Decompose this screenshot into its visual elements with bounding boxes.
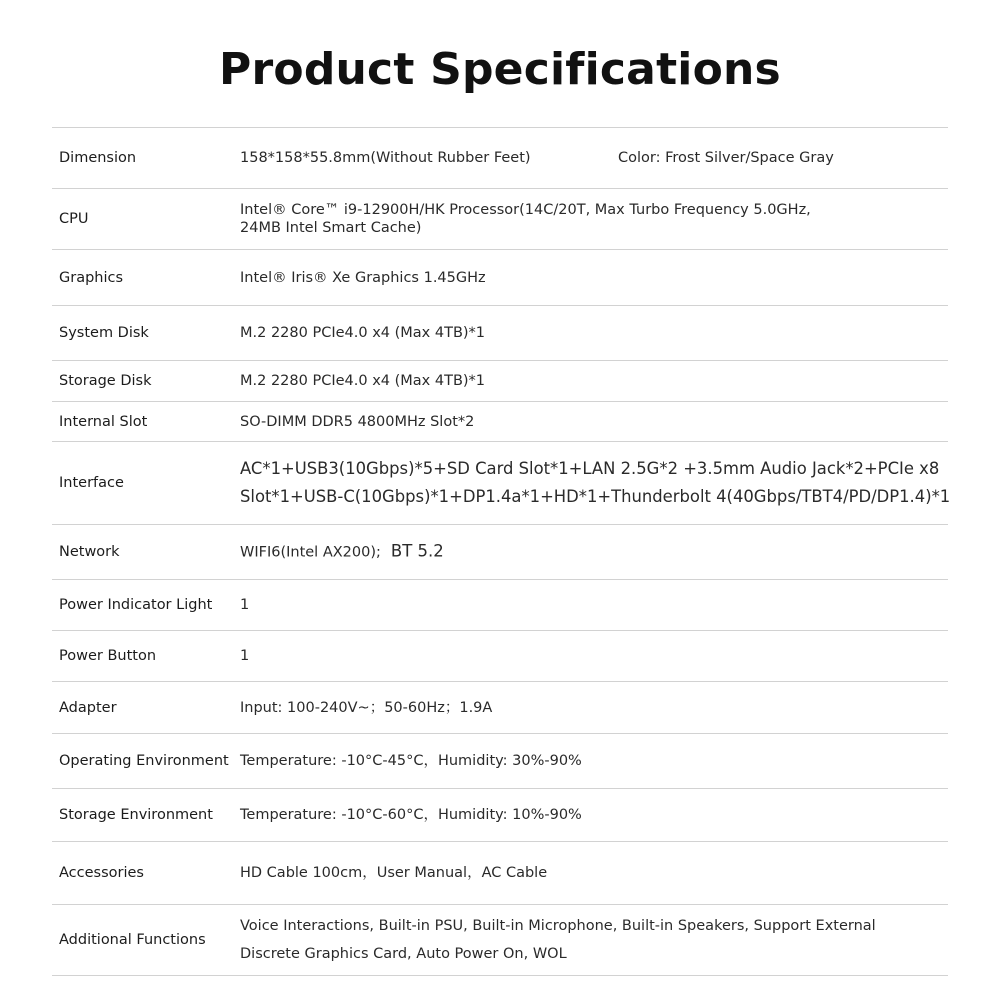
spec-value-interface-line-1: AC*1+USB3(10Gbps)*5+SD Card Slot*1+LAN 2.5G*2 +3.5mm Audio Jack*2+PCIe x8: [240, 459, 940, 478]
spec-row-internal-slot: [52, 402, 948, 442]
spec-value-cpu: [240, 201, 811, 237]
spec-row-power-button: [52, 631, 948, 682]
spec-value-graphics: Intel® Iris® Xe Graphics 1.45GHz: [240, 269, 486, 286]
spec-row-interface: [52, 442, 951, 525]
spec-row-cpu: [52, 189, 948, 250]
spec-value-accessories: HD Cable 100cm，User Manual，AC Cable: [240, 865, 548, 881]
spec-value-additional-line-2: Discrete Graphics Card, Auto Power On, WOL: [240, 946, 567, 962]
spec-label-adapter: Adapter: [59, 699, 117, 716]
spec-label-power-indicator: Power Indicator Light: [59, 597, 213, 613]
spec-value-internal-slot: SO-DIMM DDR5 4800MHz Slot*2: [240, 413, 475, 430]
spec-value-storage-disk: M.2 2280 PCIe4.0 x4 (Max 4TB)*1: [240, 373, 486, 389]
spec-row-storage-disk: [52, 361, 948, 402]
spec-row-dimension: [52, 128, 948, 189]
spec-row-graphics: [52, 250, 948, 306]
spec-label-storage-disk: Storage Disk: [59, 373, 152, 389]
spec-value-cpu-line-1: Intel® Core™ i9-12900H/HK Processor(14C/20T, Max Turbo Frequency 5.0GHz,: [240, 202, 811, 218]
spec-label-interface: Interface: [59, 475, 124, 491]
spec-value-power-indicator: 1: [240, 597, 250, 613]
spec-value-operating-env: Temperature: -10°C-45°C，Humidity: 30%-90%: [240, 753, 582, 769]
spec-value-color: Color: Frost Silver/Space Gray: [618, 150, 834, 166]
spec-label-cpu: CPU: [59, 211, 89, 227]
spec-label-storage-env: Storage Environment: [59, 807, 213, 823]
spec-value-system-disk: M.2 2280 PCIe4.0 x4 (Max 4TB)*1: [240, 325, 486, 341]
spec-row-storage-env: [52, 789, 948, 842]
spec-row-network: [52, 525, 948, 580]
spec-label-network: Network: [59, 544, 120, 560]
spec-row-system-disk: [52, 306, 948, 361]
spec-label-operating-env: Operating Environment: [59, 753, 229, 769]
spec-label-accessories: Accessories: [59, 865, 144, 881]
spec-row-accessories: [52, 842, 948, 905]
spec-value-cpu-line-2: 24MB Intel Smart Cache): [240, 220, 422, 236]
spec-row-operating-env: [52, 734, 948, 789]
spec-label-power-button: Power Button: [59, 648, 157, 664]
spec-label-internal-slot: Internal Slot: [59, 413, 148, 430]
spec-value-adapter: Input: 100-240V~；50-60Hz；1.9A: [240, 699, 493, 716]
spec-row-adapter: [52, 682, 948, 734]
spec-value-interface-line-2: Slot*1+USB-C(10Gbps)*1+DP1.4a*1+HD*1+Thunderbolt 4(40Gbps/TBT4/PD/DP1.4)*1: [240, 487, 951, 506]
spec-label-dimension: Dimension: [59, 150, 137, 166]
spec-row-additional: [52, 905, 948, 976]
spec-value-interface: [240, 455, 950, 511]
spec-value-additional: [240, 912, 876, 968]
page-title: Product Specifications: [219, 44, 781, 95]
spec-label-system-disk: System Disk: [59, 325, 149, 341]
spec-value-storage-env: Temperature: -10°C-60°C，Humidity: 10%-90%: [240, 807, 582, 823]
spec-label-additional: Additional Functions: [59, 932, 206, 948]
spec-value-power-button: 1: [240, 648, 250, 664]
spec-value-bt: BT 5.2: [390, 541, 444, 561]
spec-value-additional-line-1: Voice Interactions, Built-in PSU, Built-in Microphone, Built-in Speakers, Support External: [240, 918, 876, 934]
spec-label-graphics: Graphics: [59, 269, 124, 286]
spec-table: [52, 127, 951, 976]
spec-row-power-indicator: [52, 580, 948, 631]
spec-value-network: [240, 543, 444, 562]
spec-value-dimension: 158*158*55.8mm(Without Rubber Feet): [240, 150, 531, 166]
spec-value-wifi: WIFI6(Intel AX200);: [240, 544, 381, 561]
